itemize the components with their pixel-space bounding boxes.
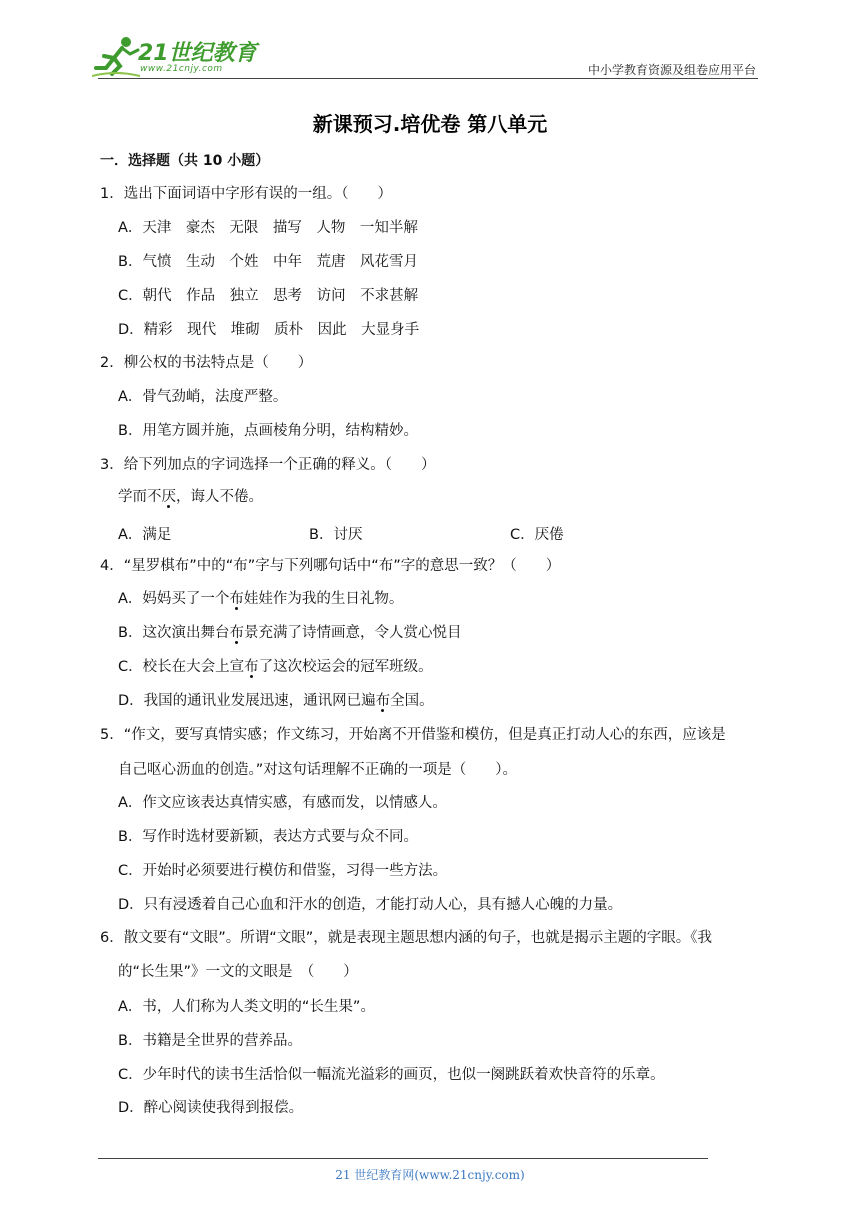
section-heading: 一．选择题（共 10 小题） [100,153,270,169]
question-6-option-d[interactable]: D．醉心阅读使我得到报偿。 [118,1100,304,1116]
dotted-char: 布 [375,693,391,709]
page-title: 新课预习.培优卷 第八单元 [312,112,548,136]
dotted-char: 布 [244,659,259,675]
question-3-quote [118,487,263,507]
question-1-stem: 1．选出下面词语中字形有误的一组。（ ） [100,186,392,202]
question-5-stem-line1: 5．“作文，要写真情实感；作文练习，开始离不开借鉴和模仿，但是真正打动人心的东西，应该是 [100,727,726,743]
option-text: B．这次演出舞台 [118,625,230,641]
quote-text-pre: 学而不 [118,489,162,505]
question-6-option-b[interactable]: B．书籍是全世界的营养品。 [118,1033,302,1049]
option-text: 景充满了诗情画意，令人赏心悦目 [243,625,462,641]
question-1-option-a[interactable]: A．天津 豪杰 无限 描写 人物 一知半解 [118,220,418,236]
option-text: A．妈妈买了一个 [118,591,230,607]
dotted-char: 布 [229,625,244,641]
header-divider [98,78,758,79]
footer-divider [98,1158,708,1159]
question-1-option-d[interactable]: D．精彩 现代 堆砌 质朴 因此 大显身手 [118,322,420,338]
question-5-stem-line2: 自己呕心沥血的创造。”对这句话理解不正确的一项是（ ）。 [118,762,518,778]
question-6-option-a[interactable]: A．书，人们称为人类文明的“长生果”。 [118,999,375,1015]
question-5-option-b[interactable]: B．写作时选材要新颖，表达方式要与众不同。 [118,829,418,845]
question-4-option-b[interactable] [118,623,461,643]
quote-text-post: ，诲人不倦。 [176,489,263,505]
question-3-option-c[interactable]: C．厌倦 [510,527,564,543]
question-1-option-c[interactable]: C．朝代 作品 独立 思考 访问 不求甚解 [118,288,419,304]
logo-text: 21世纪教育 [138,41,257,66]
question-2-option-a[interactable]: A．骨气劲峭，法度严整。 [118,389,288,405]
question-4-stem: 4．“星罗棋布”中的“布”字与下列哪句话中“布”字的意思一致？（ ） [100,558,561,574]
page-footer[interactable]: 21 世纪教育网(www.21cnjy.com) [335,1168,525,1182]
option-text: C．校长在大会上宣 [118,659,245,675]
question-2-option-b[interactable]: B．用笔方圆并施，点画棱角分明，结构精妙。 [118,423,418,439]
question-1-option-b[interactable]: B．气愤 生动 个姓 中年 荒唐 风花雪月 [118,254,418,270]
dotted-char: 厌 [161,489,176,505]
question-3-option-b[interactable]: B．讨厌 [309,527,363,543]
option-text: 全国。 [390,693,434,709]
logo-url: www.21cnjy.com [140,64,223,74]
option-text: 娃娃作为我的生日礼物。 [243,591,404,607]
question-5-option-a[interactable]: A．作文应该表达真情实感，有感而发，以情感人。 [118,795,447,811]
question-3-option-a[interactable]: A．满足 [118,527,172,543]
question-4-option-c[interactable] [118,657,433,677]
runner-logo-icon [92,34,140,78]
question-6-option-c[interactable]: C．少年时代的读书生活恰似一幅流光溢彩的画页，也似一阕跳跃着欢快音符的乐章。 [118,1067,665,1083]
question-6-stem-line1: 6．散文要有“文眼”。所谓“文眼”，就是表现主题思想内涵的句子，也就是揭示主题的字眼。《我 [100,930,713,946]
dotted-char: 布 [229,591,244,607]
question-5-option-d[interactable]: D．只有浸透着自己心血和汗水的创造，才能打动人心，具有撼人心魄的力量。 [118,897,623,913]
question-4-option-a[interactable] [118,589,403,609]
question-4-option-d[interactable] [118,691,434,711]
question-5-option-c[interactable]: C．开始时必须要进行模仿和借鉴，习得一些方法。 [118,863,448,879]
question-2-stem: 2．柳公权的书法特点是（ ） [100,355,313,371]
option-text: D．我国的通讯业发展迅速，通讯网已遍 [118,693,376,709]
option-text: 了这次校运会的冠军班级。 [258,659,433,675]
platform-label: 中小学教育资源及组卷应用平台 [587,63,756,77]
question-3-stem: 3．给下列加点的字词选择一个正确的释义。（ ） [100,457,436,473]
question-6-stem-line2: 的“长生果”》一文的文眼是 （ ） [118,964,358,980]
page-header [0,0,860,80]
site-logo [92,34,262,78]
